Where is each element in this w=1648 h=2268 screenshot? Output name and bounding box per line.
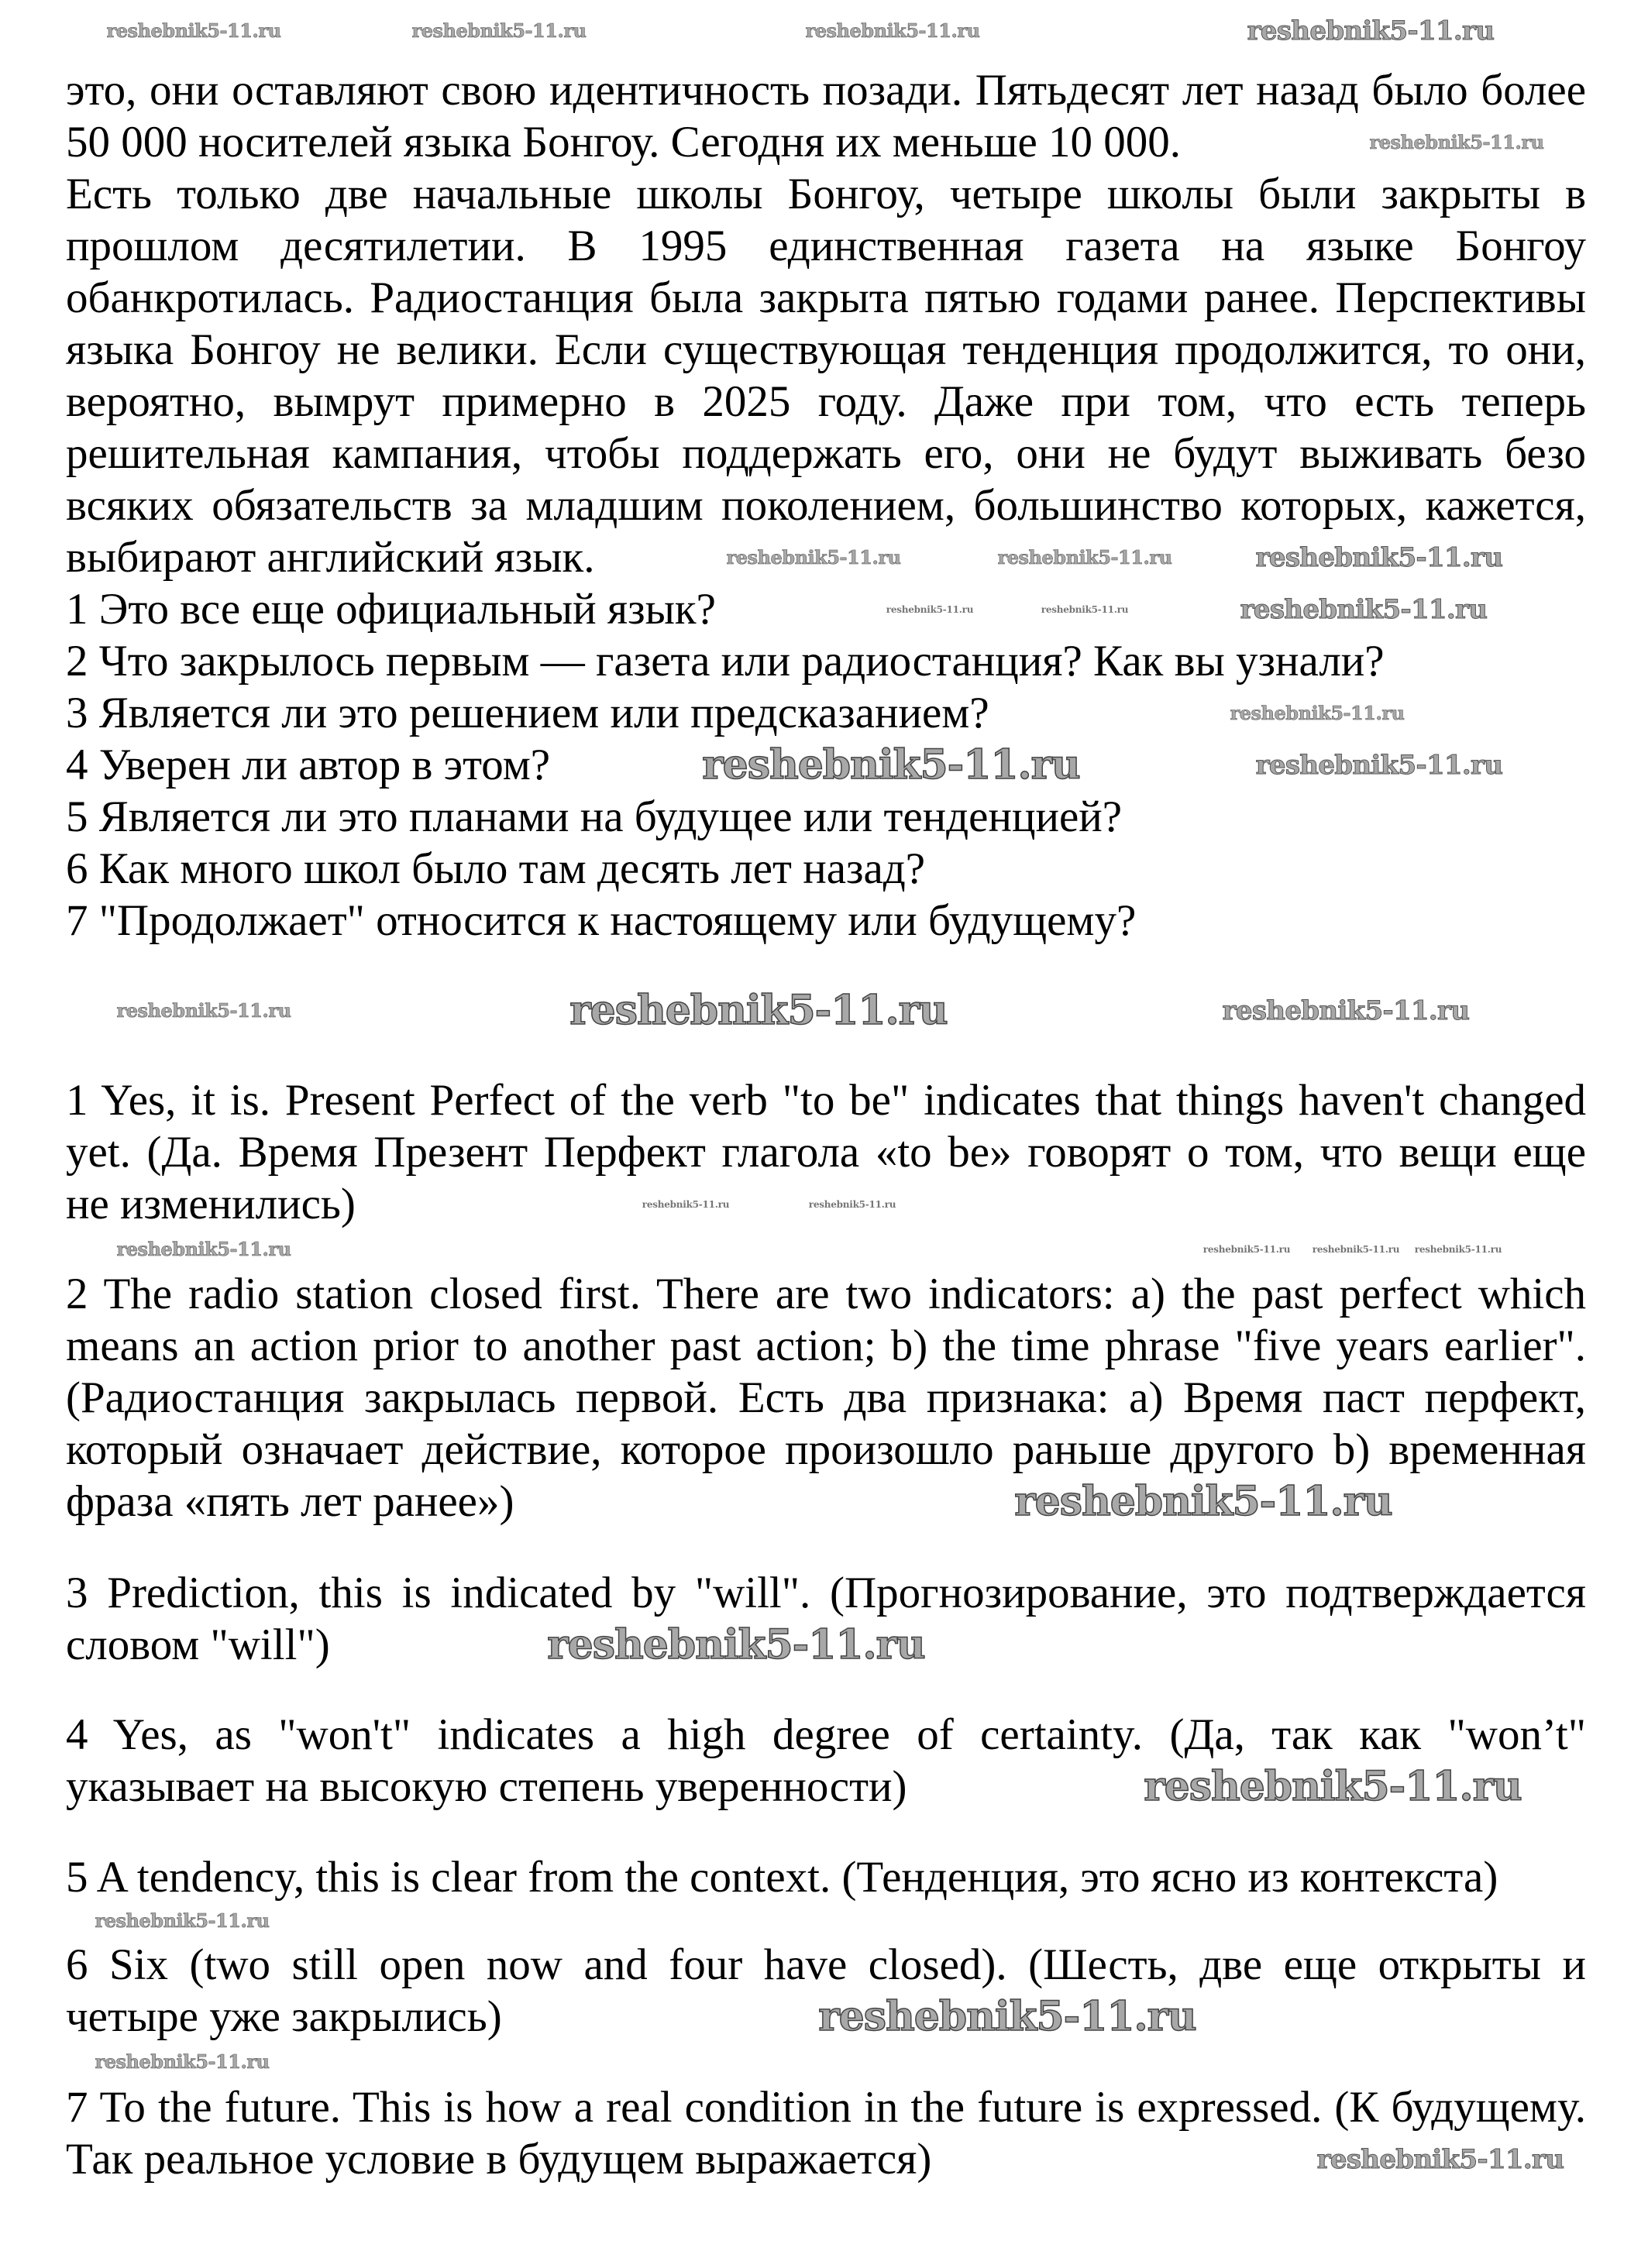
- paragraph-line: это, они оставляют свою идентичность позади. Пятьдесят лет назад было более: [66, 66, 1586, 115]
- paragraph-line: 50 000 носителей языка Бонгоу. Сегодня их меньше 10 000.: [66, 118, 1182, 167]
- answer-line: который означает действие, которое произошло раньше другого b) временная: [66, 1425, 1586, 1474]
- answer-line: yet. (Да. Время Презент Перфект глагола «to be» говорят о том, что вещи еще: [66, 1128, 1586, 1177]
- watermark: reshebnik5-11.ru: [1247, 15, 1495, 46]
- answer-line: 2 The radio station closed first. There are two indicators: a) the past perfect which: [66, 1270, 1586, 1318]
- watermark: reshebnik5-11.ru: [116, 999, 291, 1022]
- watermark: reshebnik5-11.ru: [95, 1909, 270, 1932]
- paragraph-line: всяких обязательств за младшим поколением, большинство которых, кажется,: [66, 481, 1586, 530]
- watermark: reshebnik5-11.ru: [1144, 1763, 1522, 1810]
- answer-line: словом "will"): [66, 1620, 330, 1669]
- watermark: reshebnik5-11.ru: [1312, 1244, 1400, 1255]
- paragraph-line: вероятно, вымрут примерно в 2025 году. Даже при том, что есть теперь: [66, 377, 1586, 426]
- answer-line: (Радиостанция закрылась первой. Есть два признака: а) Время паст перфект,: [66, 1373, 1586, 1422]
- watermark: reshebnik5-11.ru: [95, 2050, 270, 2073]
- watermark: reshebnik5-11.ru: [642, 1199, 730, 1210]
- question-item: 1 Это все еще официальный язык?: [66, 585, 716, 634]
- answer-line: 5 A tendency, this is clear from the context. (Тенденция, это ясно из контекста): [66, 1853, 1498, 1902]
- watermark: reshebnik5-11.ru: [1230, 702, 1405, 724]
- watermark: reshebnik5-11.ru: [702, 741, 1080, 789]
- paragraph-line: обанкротилась. Радиостанция была закрыта пятью годами ранее. Перспективы: [66, 273, 1586, 322]
- watermark: reshebnik5-11.ru: [808, 1199, 896, 1210]
- paragraph-line: решительная кампания, чтобы поддержать его, они не будут выживать безо: [66, 429, 1586, 478]
- watermark: reshebnik5-11.ru: [106, 19, 281, 42]
- answer-line: указывает на высокую степень уверенности): [66, 1762, 907, 1811]
- watermark: reshebnik5-11.ru: [1240, 594, 1488, 625]
- watermark: reshebnik5-11.ru: [547, 1621, 925, 1668]
- answer-line: means an action prior to another past action; b) the time phrase "five years earlier".: [66, 1321, 1586, 1370]
- answer-line: 3 Prediction, this is indicated by "will". (Прогнозирование, это подтверждается: [66, 1569, 1586, 1617]
- answer-line: 1 Yes, it is. Present Perfect of the verb "to be" indicates that things haven't changed: [66, 1076, 1586, 1125]
- paragraph-line: прошлом десятилетии. В 1995 единственная газета на языке Бонгоу: [66, 222, 1586, 270]
- watermark: reshebnik5-11.ru: [1316, 2144, 1564, 2175]
- watermark: reshebnik5-11.ru: [1222, 995, 1470, 1026]
- paragraph-line: выбирают английский язык.: [66, 533, 595, 582]
- question-item: 7 "Продолжает" относится к настоящему или будущему?: [66, 896, 1137, 945]
- watermark: reshebnik5-11.ru: [1255, 542, 1503, 573]
- watermark: reshebnik5-11.ru: [1255, 750, 1503, 781]
- answer-line: не изменились): [66, 1180, 356, 1228]
- answer-line: 7 To the future. This is how a real condition in the future is expressed. (К будущему.: [66, 2083, 1586, 2132]
- watermark: reshebnik5-11.ru: [1041, 604, 1129, 615]
- watermark: reshebnik5-11.ru: [886, 604, 974, 615]
- watermark: reshebnik5-11.ru: [116, 1238, 291, 1260]
- watermark: reshebnik5-11.ru: [818, 1993, 1196, 2040]
- paragraph-line: Есть только две начальные школы Бонгоу, четыре школы были закрыты в: [66, 170, 1586, 218]
- watermark: reshebnik5-11.ru: [569, 987, 948, 1034]
- paragraph-line: языка Бонгоу не велики. Если существующая тенденция продолжится, то они,: [66, 325, 1586, 374]
- answer-line: Так реальное условие в будущем выражается): [66, 2135, 932, 2184]
- watermark: reshebnik5-11.ru: [997, 546, 1172, 569]
- watermark: reshebnik5-11.ru: [726, 546, 901, 569]
- question-item: 3 Является ли это решением или предсказанием?: [66, 689, 989, 737]
- answer-line: 6 Six (two still open now and four have closed). (Шесть, две еще открыты и: [66, 1940, 1586, 1989]
- watermark: reshebnik5-11.ru: [1369, 131, 1544, 153]
- question-item: 4 Уверен ли автор в этом?: [66, 741, 551, 789]
- answer-line: 4 Yes, as "won't" indicates a high degree of certainty. (Да, так как "won’t": [66, 1710, 1586, 1759]
- watermark: reshebnik5-11.ru: [1414, 1244, 1502, 1255]
- watermark: reshebnik5-11.ru: [411, 19, 587, 42]
- question-item: 2 Что закрылось первым — газета или радиостанция? Как вы узнали?: [66, 637, 1385, 686]
- watermark: reshebnik5-11.ru: [1014, 1478, 1392, 1525]
- watermark: reshebnik5-11.ru: [1202, 1244, 1291, 1255]
- answer-line: четыре уже закрылись): [66, 1992, 502, 2041]
- question-item: 6 Как много школ было там десять лет назад?: [66, 844, 926, 893]
- answer-line: фраза «пять лет ранее»): [66, 1477, 514, 1526]
- question-item: 5 Является ли это планами на будущее или тенденцией?: [66, 792, 1123, 841]
- watermark: reshebnik5-11.ru: [805, 19, 980, 42]
